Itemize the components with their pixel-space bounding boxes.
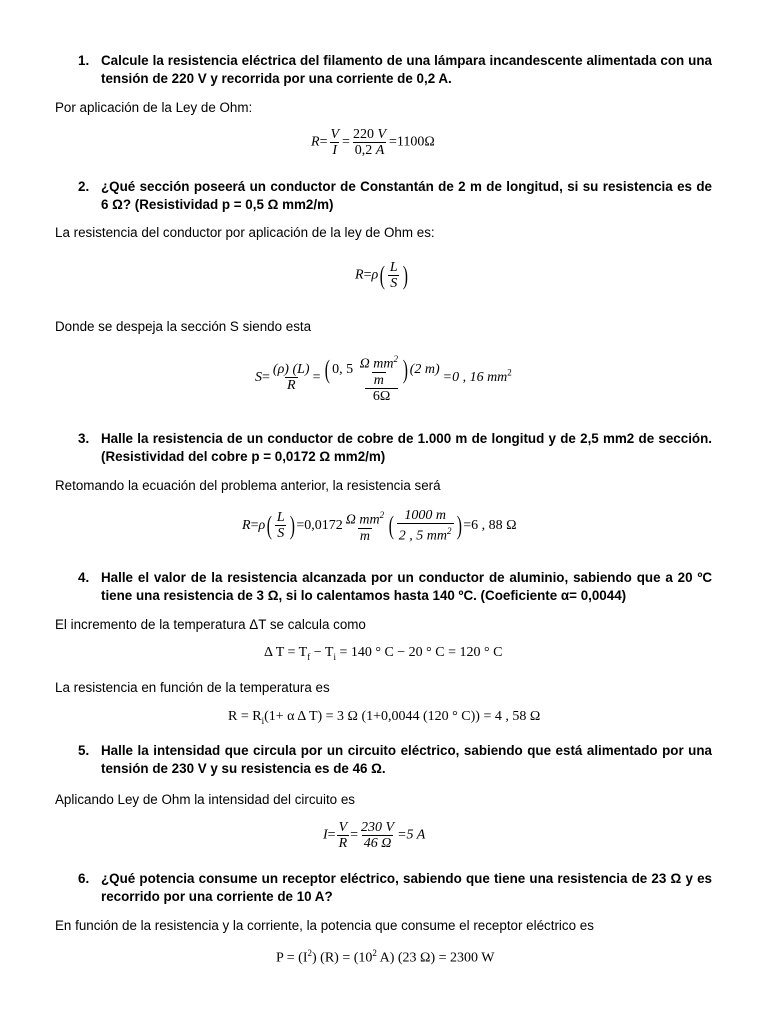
problem-number: 2. bbox=[78, 179, 90, 194]
explanation-1: Por aplicación de la Ley de Ohm: bbox=[55, 100, 253, 115]
equation-current: I= $\frac{V}{R}$ = $\frac{230 V}{46 \Omega}$ =5 A bbox=[323, 820, 426, 851]
problem-2 bbox=[78, 178, 712, 214]
explanation-4: El incremento de la temperatura ΔT se calcula como bbox=[55, 617, 366, 632]
equation-power: $P = (I^2) (R) = (10^2$ A) (23 Ω) = 2300 W bbox=[276, 948, 495, 966]
problem-3 bbox=[78, 430, 712, 466]
problem-text: ¿Qué potencia consume un receptor eléctrico, sabiendo que tiene una resistencia de 23 Ω y es recorrido por una corriente de 10 A? bbox=[101, 871, 712, 904]
problem-text: Halle la resistencia de un conductor de cobre de 1.000 m de longitud y de 2,5 mm2 de sección. (Resistividad del cobre p = 0,0172 Ω mm2/m) bbox=[101, 431, 712, 464]
problem-text: Halle el valor de la resistencia alcanzada por un conductor de aluminio, sabiendo que a 20 ºC tiene una resistencia de 3 Ω, si lo calentamos hasta 140 ºC. (Coeficiente α= 0,0044) bbox=[101, 570, 712, 603]
explanation-2: La resistencia del conductor por aplicación de la ley de Ohm es: bbox=[55, 225, 435, 240]
problem-1 bbox=[78, 52, 712, 88]
explanation-4b: La resistencia en función de la temperatura es bbox=[55, 680, 330, 695]
explanation-6: En función de la resistencia y la corriente, la potencia que consume el receptor eléctrico es bbox=[55, 918, 594, 933]
explanation-2b: Donde se despeja la sección S siendo esta bbox=[55, 319, 312, 334]
equation-ohm-resistance: R= $\frac{V}{I}$ = $\frac{220 V}{0,2 A}$ =1100Ω bbox=[311, 127, 435, 158]
problem-4 bbox=[78, 569, 712, 605]
problem-5 bbox=[78, 742, 712, 778]
problem-text: ¿Qué sección poseerá un conductor de Constantán de 2 m de longitud, si su resistencia es de 6 Ω? (Resistividad p = 0,5 Ω mm2/m) bbox=[101, 179, 712, 212]
problem-number: 3. bbox=[78, 431, 90, 446]
explanation-3: Retomando la ecuación del problema anterior, la resistencia será bbox=[55, 478, 441, 493]
problem-text: Calcule la resistencia eléctrica del filamento de una lámpara incandescente alimentada con una tensión de 220 V y recorrida por una corriente de 0,2 A. bbox=[101, 53, 712, 86]
explanation-5: Aplicando Ley de Ohm la intensidad del circuito es bbox=[55, 792, 355, 807]
problem-6 bbox=[78, 870, 712, 906]
equation-section: S= $\frac{(\rho) (L)}{R}$ = ( 0, 5 $\frac{\Omega mm^2}{m}$ ) (2 m) 6Ω =0 , 16 $mm^2$ bbox=[255, 354, 512, 404]
problem-number: 1. bbox=[78, 53, 90, 68]
problem-number: 4. bbox=[78, 570, 90, 585]
problem-text: Halle la intensidad que circula por un circuito eléctrico, sabiendo que está alimentado por una tensión de 230 V y su resistencia es de 46 Ω. bbox=[101, 743, 712, 776]
equation-resistivity: R=ρ( $\frac{L}{S}$ ) bbox=[355, 260, 408, 291]
problem-number: 6. bbox=[78, 871, 90, 886]
equation-temperature-resistance: $R = R_i(1+ \alpha$ Δ T) = 3 Ω (1+0,0044 (120 ° C)) = 4 , 58 Ω bbox=[228, 709, 541, 726]
equation-delta-temperature: Δ $T = T_f - T_i = 140$ ° C − 20 ° C = 120 ° C bbox=[264, 645, 503, 662]
problem-number: 5. bbox=[78, 743, 90, 758]
equation-copper-resistance: R=ρ( $\frac{L}{S}$ ) =0,0172 $\frac{\Omega mm^2}{m}$ ( $\frac{1000 m}{2 , 5 mm^2}$ ) =6 , 88 Ω bbox=[242, 508, 517, 544]
